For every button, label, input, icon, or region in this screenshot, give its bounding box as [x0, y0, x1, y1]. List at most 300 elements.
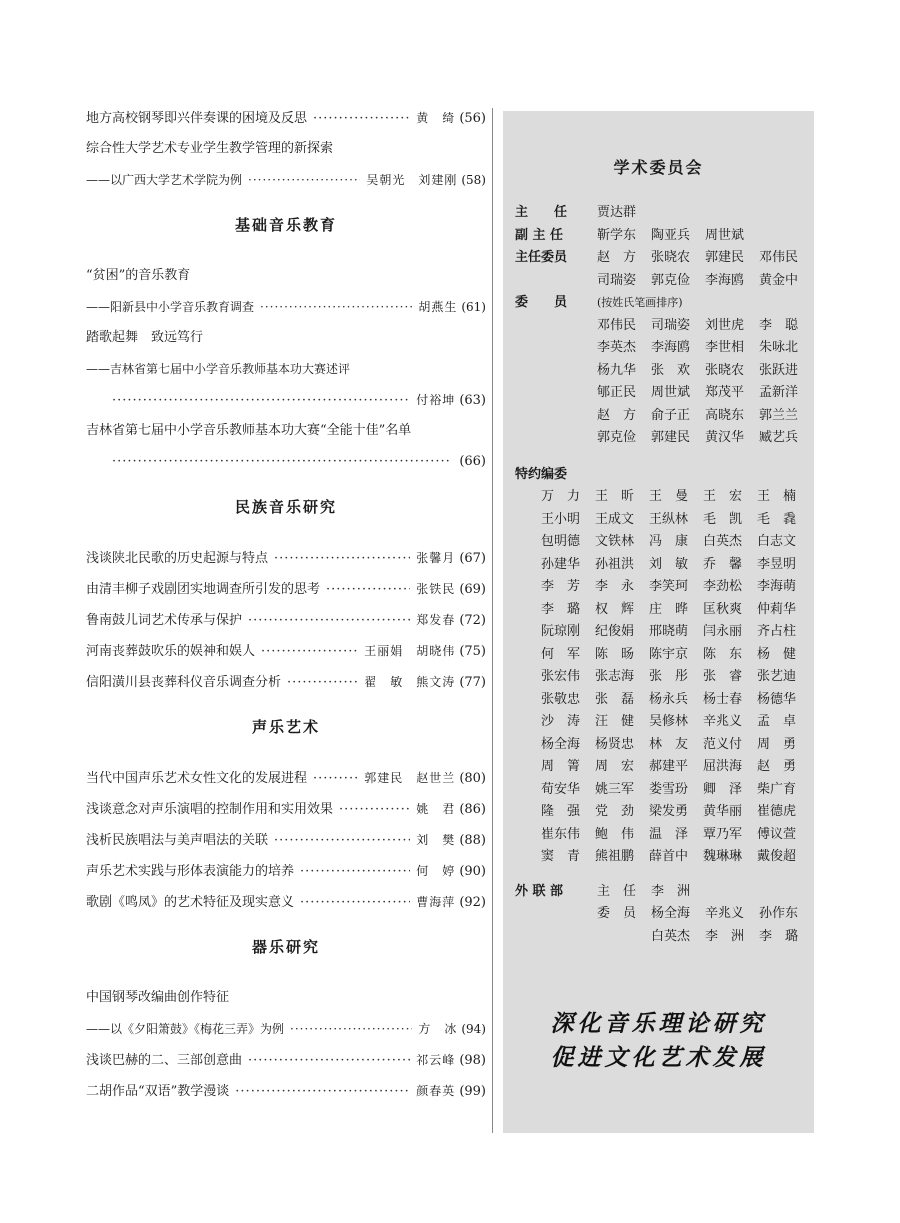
toc-entry-author: 姚 君	[416, 802, 456, 816]
committee-names	[597, 293, 683, 313]
editor-name: 娄雪玢	[649, 781, 689, 797]
liaison-names	[597, 882, 705, 902]
toc-entry-author: 刘 樊	[416, 833, 456, 847]
committee-member-name: 郇正民	[597, 385, 637, 400]
special-editors-names	[541, 712, 811, 732]
editor-name: 李昱明	[757, 556, 797, 572]
special-editors-row	[503, 825, 814, 845]
editor-name: 白英杰	[703, 534, 743, 549]
toc-entry-page: (80)	[459, 771, 486, 786]
committee-member-name: 郑茂平	[705, 385, 745, 400]
leader-dots	[300, 862, 410, 882]
editor-name: 薛首中	[649, 849, 689, 864]
editor-name: 王 曼	[649, 489, 689, 504]
toc-entry-page: (86)	[459, 802, 486, 817]
leader-dots	[248, 611, 410, 631]
committee-row	[503, 271, 814, 291]
toc-entry-page: (92)	[459, 895, 486, 910]
editor-name: 李笑珂	[649, 579, 689, 594]
editor-name: 李劲松	[703, 579, 743, 594]
toc-entry-title: 鲁南鼓儿词艺术传承与保护	[86, 613, 243, 628]
special-editors-names	[541, 802, 811, 822]
toc-entry-title: 由清丰柳子戏剧团实地调查所引发的思考	[86, 582, 321, 597]
special-editors-names	[541, 645, 811, 665]
toc-entry[interactable]	[86, 108, 486, 128]
toc-entry[interactable]	[86, 390, 486, 410]
toc-entry-page: (63)	[459, 393, 486, 408]
editor-name: 辛兆义	[703, 714, 743, 729]
liaison-member-name: 杨全海	[651, 906, 691, 921]
committee-title: 学术委员会	[613, 158, 704, 177]
editor-name: 庄 晔	[649, 601, 689, 617]
special-editors-row	[503, 600, 814, 620]
leader-dots	[290, 1019, 412, 1039]
toc-entry[interactable]	[86, 892, 486, 912]
committee-member-name: 俞子正	[651, 407, 691, 423]
special-editors-names	[541, 487, 811, 507]
committee-member-name: 郭建民	[651, 430, 691, 445]
committee-names	[597, 248, 813, 268]
editor-name: 姚三军	[595, 781, 635, 797]
editor-name: 毛 凯	[703, 511, 743, 527]
toc-entry-author: 胡燕生	[418, 300, 458, 314]
editor-name: 覃乃军	[703, 826, 743, 842]
committee-member-name: 张晓农	[705, 362, 745, 378]
toc-entry[interactable]	[86, 1081, 486, 1101]
editor-name: 窦 青	[541, 849, 581, 864]
special-editors-row	[503, 577, 814, 597]
committee-role: 主任委员	[515, 250, 568, 265]
special-editors-row	[503, 690, 814, 710]
editor-name: 张 睿	[703, 669, 743, 684]
committee-member-name: (按姓氏笔画排序)	[597, 296, 683, 309]
editor-name: 刘 敏	[649, 556, 689, 572]
committee-member-name: 邓伟民	[597, 317, 637, 333]
section-heading: 器乐研究	[251, 938, 320, 956]
editor-name: 何 军	[541, 646, 581, 662]
committee-names	[597, 338, 813, 358]
special-editors-names	[541, 825, 811, 845]
editor-name: 卿 泽	[703, 781, 743, 797]
committee-row	[503, 428, 814, 448]
liaison-names	[597, 927, 813, 947]
special-editors-row	[503, 802, 814, 822]
editor-name: 万 力	[541, 489, 581, 504]
section-heading: 声乐艺术	[251, 718, 320, 736]
toc-entry-author: 祁云峰	[416, 1053, 456, 1067]
committee-member-name: 郭建民	[705, 250, 745, 265]
committee-member-name: 贾达群	[597, 205, 637, 220]
special-editors-names	[541, 667, 811, 687]
leader-dots	[313, 769, 358, 789]
special-editors-row	[503, 735, 814, 755]
committee-panel	[503, 111, 814, 1133]
committee-row	[503, 361, 814, 381]
section-heading: 基础音乐教育	[234, 216, 337, 234]
toc-entry-subtitle: ——阳新县中小学音乐教育调查	[86, 300, 255, 314]
leader-dots	[112, 391, 410, 411]
special-editors-row	[503, 667, 814, 687]
liaison-member-name: 李 洲	[651, 883, 691, 899]
committee-member-name: 黄金中	[759, 272, 799, 288]
toc-entry[interactable]	[86, 768, 486, 788]
leader-dots	[274, 549, 410, 569]
leader-dots	[287, 673, 358, 693]
editor-name: 王纵林	[649, 511, 689, 527]
toc-entry[interactable]	[86, 579, 486, 599]
committee-member-name: 司瑞姿	[597, 272, 637, 288]
special-editors-label: 特约编委	[515, 466, 568, 482]
toc-entry-title[interactable]: 综合性大学艺术专业学生教学管理的新探索	[86, 141, 334, 156]
toc-entry[interactable]	[86, 799, 486, 819]
liaison-member-name: 李 璐	[759, 928, 799, 944]
liaison-role: 主 任	[597, 883, 637, 899]
toc-entry-title: 声乐艺术实践与形体表演能力的培养	[86, 864, 295, 879]
editor-name: 纪俊娟	[595, 624, 635, 639]
slogan-line-2: 促进文化艺术发展	[550, 1045, 767, 1071]
editor-name: 匡秋爽	[703, 601, 743, 617]
special-editors-row	[503, 532, 814, 552]
committee-member-name: 李海鸥	[705, 272, 745, 288]
special-editors-row	[503, 780, 814, 800]
committee-names	[597, 361, 813, 381]
committee-names	[597, 316, 813, 336]
committee-member-name: 李英杰	[597, 340, 637, 355]
editor-name: 梁发勇	[649, 804, 689, 819]
toc-entry[interactable]	[86, 452, 486, 472]
editor-name: 王成文	[595, 511, 635, 527]
editor-name: 齐占柱	[757, 624, 797, 639]
editor-name: 范义付	[703, 736, 743, 752]
editor-name: 吴修林	[649, 714, 689, 729]
editor-name: 周 箐	[541, 759, 581, 774]
committee-member-name: 孟新洋	[759, 385, 799, 400]
toc-entry-page: (61)	[461, 300, 486, 314]
liaison-names	[597, 904, 813, 924]
toc-entry-subtitle: ——以《夕阳箫鼓》《梅花三弄》为例	[86, 1022, 285, 1036]
committee-names	[597, 271, 813, 291]
leader-dots	[248, 1051, 410, 1071]
editor-name: 孟 卓	[757, 714, 797, 729]
toc-entry-page: (77)	[459, 675, 486, 690]
committee-member-name: 陶亚兵	[651, 227, 691, 243]
editor-name: 李海萌	[757, 579, 797, 594]
toc-entry[interactable]	[86, 170, 486, 190]
liaison-label: 外 联 部	[515, 883, 564, 899]
editor-name: 李 芳	[541, 579, 581, 594]
liaison-member-name: 孙作东	[759, 906, 799, 921]
committee-member-name: 赵 方	[597, 407, 637, 423]
editor-name: 权 辉	[595, 601, 635, 617]
toc-entry-title: 浅谈巴赫的二、三部创意曲	[86, 1053, 243, 1068]
editor-name: 魏琳琳	[703, 849, 743, 864]
committee-member-name: 周世斌	[705, 227, 745, 243]
liaison-row	[503, 927, 814, 947]
committee-names	[597, 383, 813, 403]
editor-name: 汪 健	[595, 714, 635, 729]
editor-name: 崔德虎	[757, 804, 797, 819]
editor-name: 包明德	[541, 534, 581, 549]
toc-entry-author: 曹海萍	[416, 895, 456, 909]
table-of-contents	[86, 108, 486, 1112]
editor-name: 乔 馨	[703, 556, 743, 572]
committee-row	[503, 316, 814, 336]
toc-entry-page: (56)	[459, 111, 486, 126]
editor-name: 李 永	[595, 579, 635, 594]
toc-entry-author: 吴朝光 刘建刚	[366, 173, 458, 187]
toc-entry-page: (75)	[459, 644, 486, 659]
editor-name: 赵 勇	[757, 759, 797, 774]
editor-name: 隆 强	[541, 804, 581, 819]
special-editors-names	[541, 847, 811, 867]
liaison-member-name: 白英杰	[651, 928, 691, 944]
special-editors-names	[541, 532, 811, 552]
toc-entry-author: 张铁民	[416, 582, 456, 596]
liaison-member-name: 辛兆义	[705, 906, 745, 921]
special-editors-label-row	[503, 465, 814, 485]
toc-entry-author: 黄 绮	[416, 111, 456, 125]
committee-member-name: 杨九华	[597, 362, 637, 378]
committee-member-name: 邓伟民	[759, 250, 799, 265]
editor-name: 傅议萱	[757, 826, 797, 842]
editor-name: 黄华丽	[703, 804, 743, 819]
toc-entry-title: 当代中国声乐艺术女性文化的发展进程	[86, 771, 308, 786]
leader-dots	[274, 831, 410, 851]
special-editors-row	[503, 712, 814, 732]
editor-name: 杨全海	[541, 736, 581, 752]
editor-name: 陈 东	[703, 646, 743, 662]
special-editors-row	[503, 847, 814, 867]
special-editors-names	[541, 622, 811, 642]
toc-entry-page: (67)	[459, 551, 486, 566]
leader-dots	[300, 893, 410, 913]
editor-name: 阮琼刚	[541, 624, 581, 639]
committee-member-name: 李海鸥	[651, 340, 691, 355]
toc-entry-title: 河南丧葬鼓吹乐的娱神和娱人	[86, 644, 256, 659]
liaison-role: 委 员	[597, 906, 637, 921]
special-editors-names	[541, 577, 811, 597]
editor-name: 郝建平	[649, 759, 689, 774]
toc-entry-page: (72)	[459, 613, 486, 628]
toc-entry-title: 歌剧《鸣凤》的艺术特征及现实意义	[86, 895, 295, 910]
toc-entry-title: 地方高校钢琴即兴伴奏课的困境及反思	[86, 111, 308, 126]
special-editors-names	[541, 757, 811, 777]
editor-name: 白志文	[757, 534, 797, 549]
committee-member-name: 李世相	[705, 340, 745, 355]
special-editors-row	[503, 757, 814, 777]
editor-name: 屈洪海	[703, 759, 743, 774]
committee-member-name: 张跃进	[759, 362, 799, 378]
section-heading: 民族音乐研究	[234, 498, 337, 516]
toc-entry[interactable]	[86, 672, 486, 692]
toc-entry[interactable]	[86, 297, 486, 317]
editor-name: 沙 涛	[541, 714, 581, 729]
editor-name: 张 彤	[649, 669, 689, 684]
toc-entry-title: 浅谈意念对声乐演唱的控制作用和实用效果	[86, 802, 334, 817]
committee-member-name: 张 欢	[651, 362, 691, 378]
committee-member-name: 郭克俭	[651, 272, 691, 288]
toc-entry-title[interactable]: 吉林省第七届中小学音乐教师基本功大赛“全能十佳”名单	[86, 423, 412, 438]
toc-entry-page: (88)	[459, 833, 486, 848]
editor-name: 杨永兵	[649, 691, 689, 707]
editor-name: 张志海	[595, 669, 635, 684]
special-editors-row	[503, 645, 814, 665]
toc-entry-author: 付裕坤	[416, 393, 456, 407]
committee-member-name: 高晓东	[705, 407, 745, 423]
committee-member-name: 靳学东	[597, 227, 637, 243]
editor-name: 杨 健	[757, 646, 797, 662]
liaison-member-name: 李 洲	[705, 928, 745, 944]
toc-entry-subtitle: ——以广西大学艺术学院为例	[86, 173, 243, 187]
toc-entry-author: 郭建民 赵世兰	[364, 771, 456, 785]
toc-entry-author: 颜春英	[416, 1084, 456, 1098]
committee-names	[597, 226, 759, 246]
editor-name: 周 勇	[757, 736, 797, 752]
toc-entry-title: 二胡作品“双语”教学漫谈	[86, 1084, 230, 1099]
special-editors-names	[541, 690, 811, 710]
committee-role: 委 员	[515, 295, 568, 310]
toc-entry-title[interactable]: “贫困”的音乐教育	[86, 268, 191, 283]
committee-names	[597, 406, 813, 426]
leader-dots	[261, 642, 358, 662]
toc-entry-page: (66)	[459, 454, 486, 469]
editor-name: 闫永丽	[703, 624, 743, 639]
editor-name: 毛 毳	[757, 511, 797, 527]
toc-entry-title: 浅析民族唱法与美声唱法的关联	[86, 833, 269, 848]
editor-name: 杨士春	[703, 691, 743, 707]
special-editors-row	[503, 555, 814, 575]
committee-member-name: 黄汉华	[705, 430, 745, 445]
toc-entry[interactable]	[86, 1050, 486, 1070]
committee-member-name: 周世斌	[651, 385, 691, 400]
special-editors-names	[541, 735, 811, 755]
special-editors-row	[503, 622, 814, 642]
committee-member-name: 郭克俭	[597, 430, 637, 445]
toc-entry-title: 浅谈陕北民歌的历史起源与特点	[86, 551, 269, 566]
committee-row	[503, 248, 814, 268]
leader-dots	[235, 1082, 410, 1102]
liaison-row	[503, 904, 814, 924]
editor-name: 王 楠	[757, 489, 797, 504]
editor-name: 熊祖鹏	[595, 849, 635, 864]
editor-name: 张艺迪	[757, 669, 797, 684]
editor-name: 陈宇京	[649, 646, 689, 662]
committee-role: 副 主 任	[515, 227, 564, 243]
editor-name: 王 昕	[595, 489, 635, 504]
toc-entry-author: 郑发春	[416, 613, 456, 627]
committee-member-name: 司瑞姿	[651, 317, 691, 333]
toc-entry-page: (98)	[459, 1053, 486, 1068]
committee-member-name: 李 聪	[759, 317, 799, 333]
toc-entry-page: (99)	[459, 1084, 486, 1099]
toc-entry[interactable]	[86, 641, 486, 661]
special-editors-row	[503, 510, 814, 530]
leader-dots	[326, 580, 410, 600]
leader-dots	[112, 452, 449, 472]
editor-name: 孙祖洪	[595, 556, 635, 572]
editor-name: 杨贤忠	[595, 736, 635, 752]
special-editors-names	[541, 555, 811, 575]
toc-entry-subtitle: ——吉林省第七届中小学音乐教师基本功大赛述评	[86, 362, 351, 376]
committee-row	[503, 226, 814, 246]
committee-member-name: 张晓农	[651, 250, 691, 265]
toc-entry-author: 张馨月	[416, 551, 456, 565]
leader-dots	[260, 297, 412, 317]
editor-name: 仲莉华	[757, 601, 797, 617]
toc-entry-author: 何 婷	[416, 864, 456, 878]
editor-name: 荀安华	[541, 781, 581, 797]
editor-name: 张敬忠	[541, 691, 581, 707]
editor-name: 文铁林	[595, 534, 635, 549]
committee-row	[503, 203, 814, 223]
toc-entry[interactable]	[86, 610, 486, 630]
toc-entry-author: 王丽娟 胡晓伟	[364, 644, 456, 658]
toc-entry-page: (94)	[461, 1022, 486, 1036]
editor-name: 鲍 伟	[595, 826, 635, 842]
committee-member-name: 郭兰兰	[759, 407, 799, 423]
editor-name: 柴广育	[757, 781, 797, 797]
committee-member-name: 臧艺兵	[759, 430, 799, 445]
editor-name: 冯 康	[649, 534, 689, 549]
committee-names	[597, 428, 813, 448]
editor-name: 张 磊	[595, 691, 635, 707]
special-editors-names	[541, 780, 811, 800]
toc-entry[interactable]	[86, 830, 486, 850]
special-editors-names	[541, 510, 811, 530]
slogan-line-1: 深化音乐理论研究	[550, 1011, 767, 1037]
committee-row	[503, 338, 814, 358]
editor-name: 林 友	[649, 736, 689, 752]
column-divider	[492, 108, 493, 1133]
editor-name: 杨德华	[757, 691, 797, 707]
editor-name: 王小明	[541, 511, 581, 527]
toc-entry-author: 方 冰	[418, 1022, 458, 1036]
toc-entry-page: (69)	[459, 582, 486, 597]
editor-name: 崔东伟	[541, 826, 581, 842]
special-editors-names	[541, 600, 811, 620]
editor-name: 戴俊超	[757, 849, 797, 864]
committee-member-name: 赵 方	[597, 250, 637, 265]
toc-entry[interactable]	[86, 548, 486, 568]
editor-name: 张宏伟	[541, 669, 581, 684]
editor-name: 孙建华	[541, 556, 581, 572]
editor-name: 党 劲	[595, 804, 635, 819]
toc-entry[interactable]	[86, 861, 486, 881]
liaison-row	[503, 882, 814, 902]
toc-entry[interactable]	[86, 1019, 486, 1039]
toc-entry-page: (58)	[461, 173, 486, 187]
committee-row	[503, 406, 814, 426]
toc-entry-title[interactable]: 踏歌起舞 致远笃行	[86, 330, 204, 345]
editor-name: 陈 旸	[595, 646, 635, 662]
committee-row	[503, 383, 814, 403]
editor-name: 邢晓萌	[649, 624, 689, 639]
leader-dots	[248, 170, 360, 190]
editor-name: 温 泽	[649, 826, 689, 842]
toc-entry-title: 信阳潢川县丧葬科仪音乐调查分析	[86, 675, 282, 690]
committee-member-name: 刘世虎	[705, 317, 745, 333]
editor-name: 周 宏	[595, 759, 635, 774]
toc-entry-title[interactable]: 中国钢琴改编曲创作特征	[86, 990, 230, 1005]
special-editors-row	[503, 487, 814, 507]
committee-member-name: 朱咏北	[759, 340, 799, 355]
committee-role: 主 任	[515, 205, 568, 220]
leader-dots	[339, 800, 410, 820]
toc-entry-page: (90)	[459, 864, 486, 879]
committee-row	[503, 293, 814, 313]
editor-name: 李 璐	[541, 601, 581, 617]
editor-name: 王 宏	[703, 489, 743, 504]
